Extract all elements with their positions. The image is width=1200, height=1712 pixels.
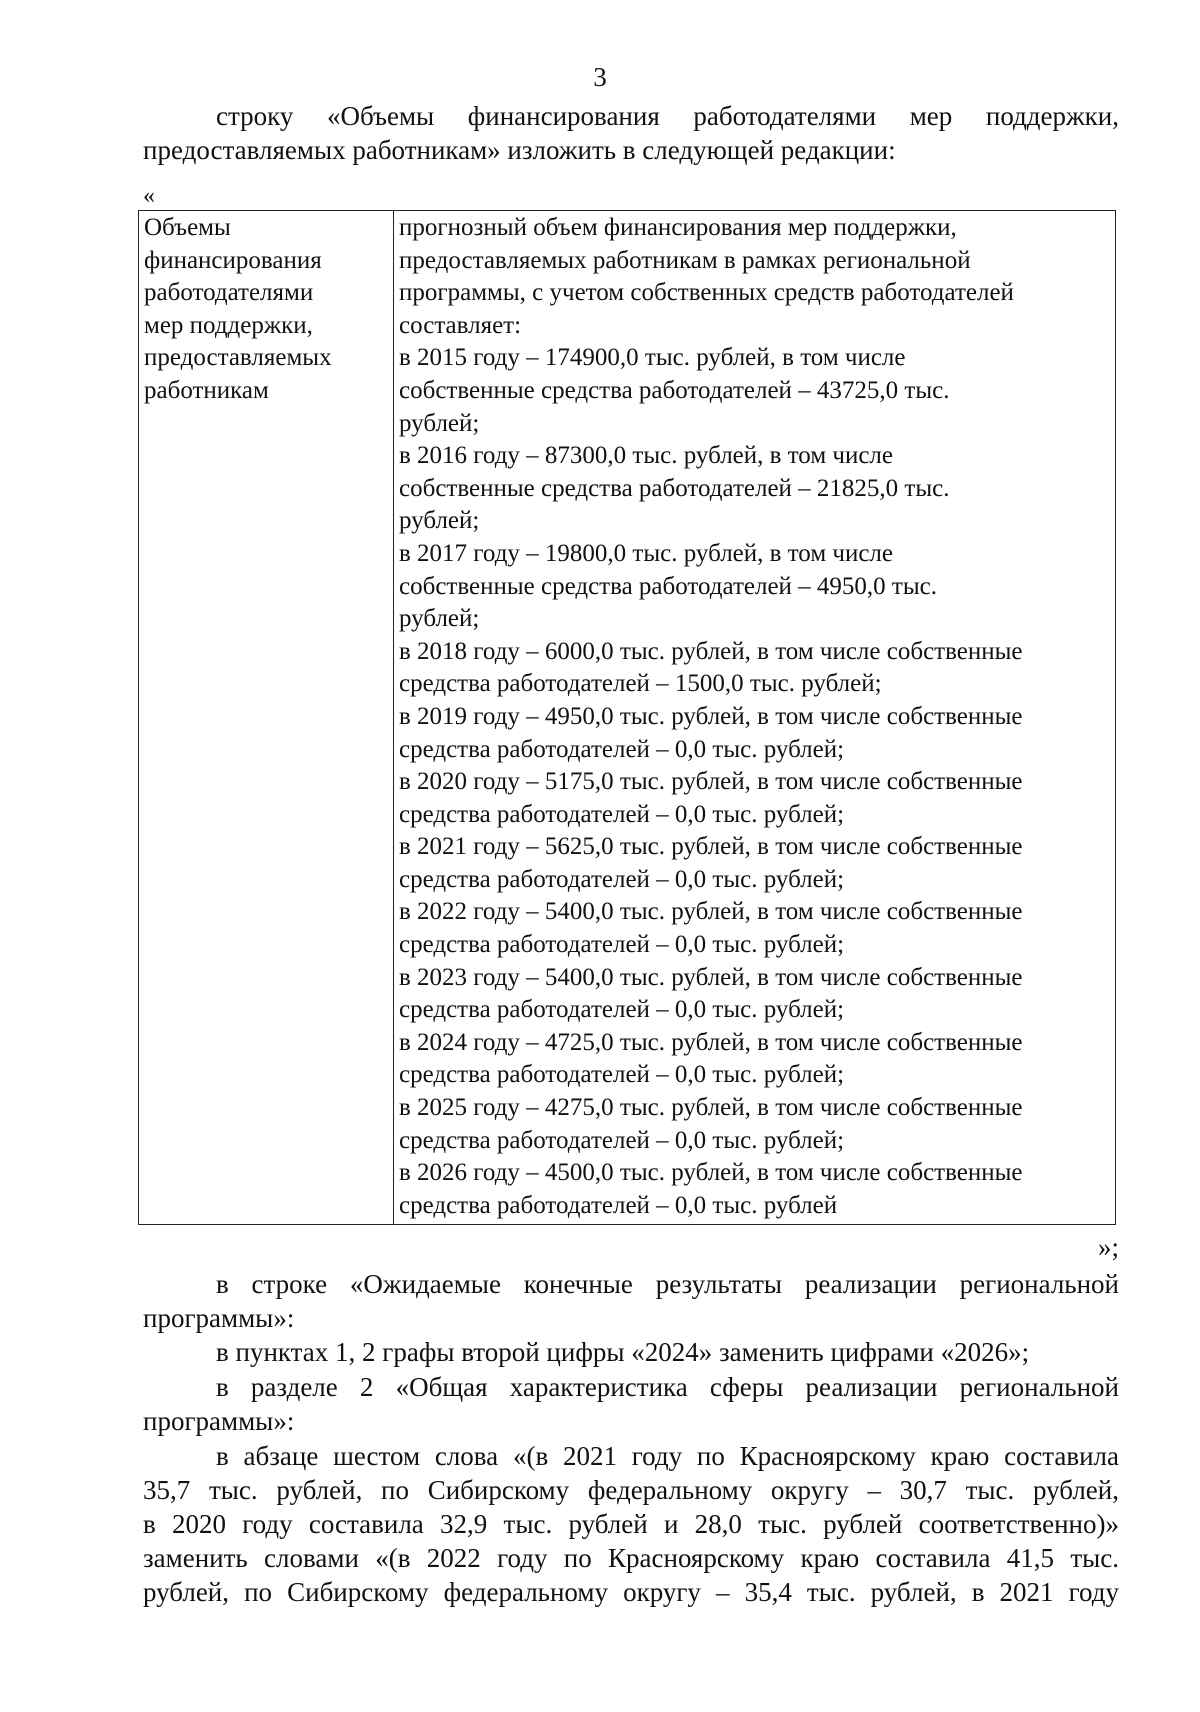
right-line: рублей; bbox=[399, 507, 480, 535]
right-line: в 2024 году – 4725,0 тыс. рублей, в том числе собственные bbox=[399, 1028, 1023, 1056]
left-line: работникам bbox=[144, 376, 269, 404]
right-line: в 2026 году – 4500,0 тыс. рублей, в том числе собственные bbox=[399, 1159, 1023, 1187]
p4-line-2: 35,7 тыс. рублей, по Сибирскому федеральному округу – 30,7 тыс. рублей, bbox=[143, 1475, 1119, 1505]
right-line: составляет: bbox=[399, 311, 522, 339]
right-line: в 2016 году – 87300,0 тыс. рублей, в том числе bbox=[399, 442, 894, 470]
passport-table bbox=[138, 210, 1116, 1225]
left-line: работодателями bbox=[144, 279, 314, 307]
left-line: предоставляемых bbox=[144, 344, 332, 372]
p1-line-1: в строке «Ожидаемые конечные результаты реализации региональной bbox=[216, 1269, 1119, 1299]
right-line: предоставляемых работникам в рамках региональной bbox=[399, 246, 971, 274]
left-line: Объемы bbox=[144, 214, 231, 241]
p4-line-1: в абзаце шестом слова «(в 2021 году по Красноярскому краю составила bbox=[216, 1441, 1119, 1471]
left-line: финансирования bbox=[144, 246, 322, 274]
p3-line-2: программы»: bbox=[143, 1406, 295, 1436]
right-line: в 2023 году – 5400,0 тыс. рублей, в том числе собственные bbox=[399, 963, 1023, 991]
p4-line-5: рублей, по Сибирскому федеральному округу – 35,4 тыс. рублей, в 2021 году bbox=[143, 1577, 1119, 1607]
p1-line-2: программы»: bbox=[143, 1303, 295, 1333]
right-line: собственные средства работодателей – 4950,0 тыс. bbox=[399, 572, 937, 600]
right-line: средства работодателей – 0,0 тыс. рублей; bbox=[399, 865, 845, 893]
right-line: прогнозный объем финансирования мер поддержки, bbox=[399, 214, 957, 241]
p2: в пунктах 1, 2 графы второй цифры «2024» заменить цифрами «2026»; bbox=[216, 1337, 1030, 1367]
right-line: средства работодателей – 0,0 тыс. рублей; bbox=[399, 1126, 845, 1154]
right-line: средства работодателей – 0,0 тыс. рублей; bbox=[399, 1061, 845, 1089]
right-line: в 2021 году – 5625,0 тыс. рублей, в том числе собственные bbox=[399, 833, 1023, 861]
p4-line-3: в 2020 году составила 32,9 тыс. рублей и 28,0 тыс. рублей соответственно)» bbox=[143, 1509, 1119, 1539]
right-line: в 2025 году – 4275,0 тыс. рублей, в том числе собственные bbox=[399, 1094, 1023, 1122]
right-line: программы, с учетом собственных средств работодателей bbox=[399, 279, 1014, 307]
right-cell bbox=[394, 211, 1116, 1225]
right-line: рублей; bbox=[399, 605, 480, 633]
right-line: в 2015 году – 174900,0 тыс. рублей, в том числе bbox=[399, 344, 906, 372]
right-line: средства работодателей – 0,0 тыс. рублей; bbox=[399, 800, 845, 828]
intro-line-1: строку «Объемы финансирования работодателями мер поддержки, bbox=[216, 101, 1119, 131]
left-line: мер поддержки, bbox=[144, 311, 313, 339]
quote-open: « bbox=[143, 183, 155, 209]
right-line: собственные средства работодателей – 21825,0 тыс. bbox=[399, 474, 950, 502]
p3-line-1: в разделе 2 «Общая характеристика сферы реализации региональной bbox=[216, 1372, 1119, 1402]
right-line: собственные средства работодателей – 43725,0 тыс. bbox=[399, 376, 950, 404]
intro-line-2: предоставляемых работникам» изложить в следующей редакции: bbox=[143, 135, 896, 165]
right-line: в 2019 году – 4950,0 тыс. рублей, в том числе собственные bbox=[399, 702, 1023, 730]
table-row bbox=[139, 211, 1116, 1225]
right-line: средства работодателей – 0,0 тыс. рублей; bbox=[399, 996, 845, 1024]
page-number: 3 bbox=[593, 62, 607, 92]
right-line: средства работодателей – 1500,0 тыс. рублей; bbox=[399, 670, 882, 698]
right-line: в 2018 году – 6000,0 тыс. рублей, в том числе собственные bbox=[399, 637, 1023, 665]
quote-close: »; bbox=[1097, 1232, 1119, 1262]
right-line: средства работодателей – 0,0 тыс. рублей; bbox=[399, 735, 845, 763]
right-line: в 2017 году – 19800,0 тыс. рублей, в том числе bbox=[399, 539, 894, 567]
left-cell bbox=[139, 211, 394, 1225]
right-line: средства работодателей – 0,0 тыс. рублей bbox=[399, 1191, 838, 1219]
right-line: в 2020 году – 5175,0 тыс. рублей, в том числе собственные bbox=[399, 768, 1023, 796]
p4-line-4: заменить словами «(в 2022 году по Красноярскому краю составила 41,5 тыс. bbox=[143, 1543, 1119, 1573]
right-line: рублей; bbox=[399, 409, 480, 437]
right-line: средства работодателей – 0,0 тыс. рублей; bbox=[399, 931, 845, 959]
right-line: в 2022 году – 5400,0 тыс. рублей, в том числе собственные bbox=[399, 898, 1023, 926]
